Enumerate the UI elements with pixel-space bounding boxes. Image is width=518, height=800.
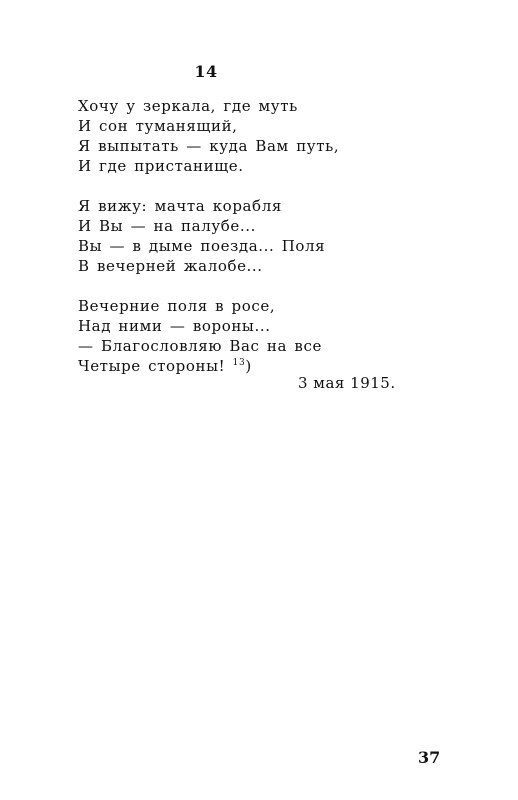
- poem-line: Я вижу: мачта корабля: [78, 197, 282, 215]
- poem-line: Я выпытать — куда Вам путь,: [78, 137, 340, 155]
- footnote-suffix: ): [245, 357, 252, 375]
- stanza-1: [78, 96, 418, 176]
- poem-line: Хочу у зеркала, где муть: [78, 97, 298, 115]
- poem-line: И Вы — на палубе...: [78, 217, 256, 235]
- stanza-2: [78, 196, 418, 276]
- poem-line: Вечерние поля в росе,: [78, 297, 276, 315]
- poem-number: 14: [194, 62, 218, 81]
- poem-line: — Благословляю Вас на все: [78, 337, 322, 355]
- poem-body: [78, 96, 418, 396]
- footnote-reference: 13: [232, 358, 246, 368]
- poem-line: И сон туманящий,: [78, 117, 238, 135]
- poem-date: 3 мая 1915.: [298, 374, 396, 392]
- poem-line: Вы — в дыме поезда... Поля: [78, 237, 326, 255]
- poem-line: Над ними — вороны...: [78, 317, 271, 335]
- poem-line-last: [78, 356, 418, 376]
- page-number: 37: [418, 748, 441, 767]
- poem-line-last-text: Четыре стороны!: [78, 357, 226, 375]
- poem-line: И где пристанище.: [78, 157, 244, 175]
- stanza-3: [78, 296, 418, 376]
- poem-line: В вечерней жалобе...: [78, 257, 263, 275]
